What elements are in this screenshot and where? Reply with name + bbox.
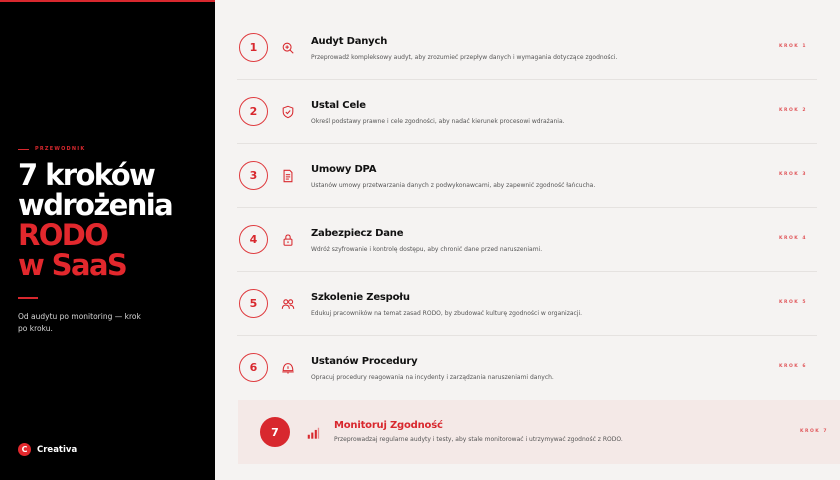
shield-check-icon [281,105,295,119]
step-number: 3 [239,161,268,190]
step-description: Ustanów umowy przetwarzania danych z podwykonawcami, aby zapewnić zgodność łańcucha. [311,182,596,189]
brand-logo[interactable] [18,443,77,456]
step-number: 5 [239,289,268,318]
step-title: Ustal Cele [311,100,366,111]
users-icon [281,297,295,311]
step-description: Przeprowadź kompleksowy audyt, aby zrozumieć przepływ danych i wymagania dotyczące zgodności. [311,54,618,61]
step-label: KROK 5 [779,300,807,305]
step-title: Monitoruj Zgodność [334,420,443,431]
step-description: Wdróż szyfrowanie i kontrolę dostępu, aby chronić dane przed naruszeniami. [311,246,543,253]
step-description: Określ podstawy prawne i cele zgodności, aby nadać kierunek procesowi wdrażania. [311,118,565,125]
sidebar [0,0,215,480]
step-label: KROK 4 [779,236,807,241]
step-label: KROK 2 [779,108,807,113]
step-title: Ustanów Procedury [311,356,418,367]
eyebrow-text: PRZEWODNIK [35,146,86,152]
search-icon [281,41,295,55]
lock-icon [281,233,295,247]
step-title: Szkolenie Zespołu [311,292,410,303]
step-item-2[interactable] [237,79,817,143]
step-title: Umowy DPA [311,164,377,175]
eyebrow-line [18,149,29,150]
step-label: KROK 7 [800,429,828,434]
step-description: Opracuj procedury reagowania na incydenty i zarządzania naruszeniami danych. [311,374,554,381]
step-number: 4 [239,225,268,254]
steps-list [215,0,840,480]
step-number: 7 [260,417,290,447]
brand-name: Creativa [37,444,78,455]
step-number: 2 [239,97,268,126]
hero-line-2: wdrożenia [18,188,173,222]
alert-icon [281,361,295,375]
step-item-7-active[interactable] [238,400,840,464]
step-description: Przeprowadzaj regularne audyty i testy, aby stale monitorować i utrzymywać zgodność z RODO. [334,436,623,443]
eyebrow [18,146,85,152]
chart-icon [306,426,320,440]
brand-mark-icon: C [18,443,31,456]
step-item-5[interactable] [237,271,817,335]
page-title [18,160,172,280]
hero-subtitle: Od audytu po monitoring — krok po kroku. [18,312,141,333]
step-description: Edukuj pracowników na temat zasad RODO, by zbudować kulturę zgodności w organizacji. [311,310,583,317]
hero-line-3: RODO [18,218,108,252]
hero-line-4: w SaaS [18,248,127,282]
step-number: 6 [239,353,268,382]
step-label: KROK 1 [779,44,807,49]
step-number: 1 [239,33,268,62]
step-label: KROK 6 [779,364,807,369]
step-item-6[interactable] [237,335,817,399]
hero-divider [18,297,38,299]
step-title: Audyt Danych [311,36,388,47]
step-label: KROK 3 [779,172,807,177]
hero-line-1: 7 kroków [18,158,155,192]
step-title: Zabezpiecz Dane [311,228,404,239]
step-item-3[interactable] [237,143,817,207]
step-item-1[interactable] [237,15,817,79]
document-icon [281,169,295,183]
step-item-4[interactable] [237,207,817,271]
sidebar-top-accent [0,0,215,2]
